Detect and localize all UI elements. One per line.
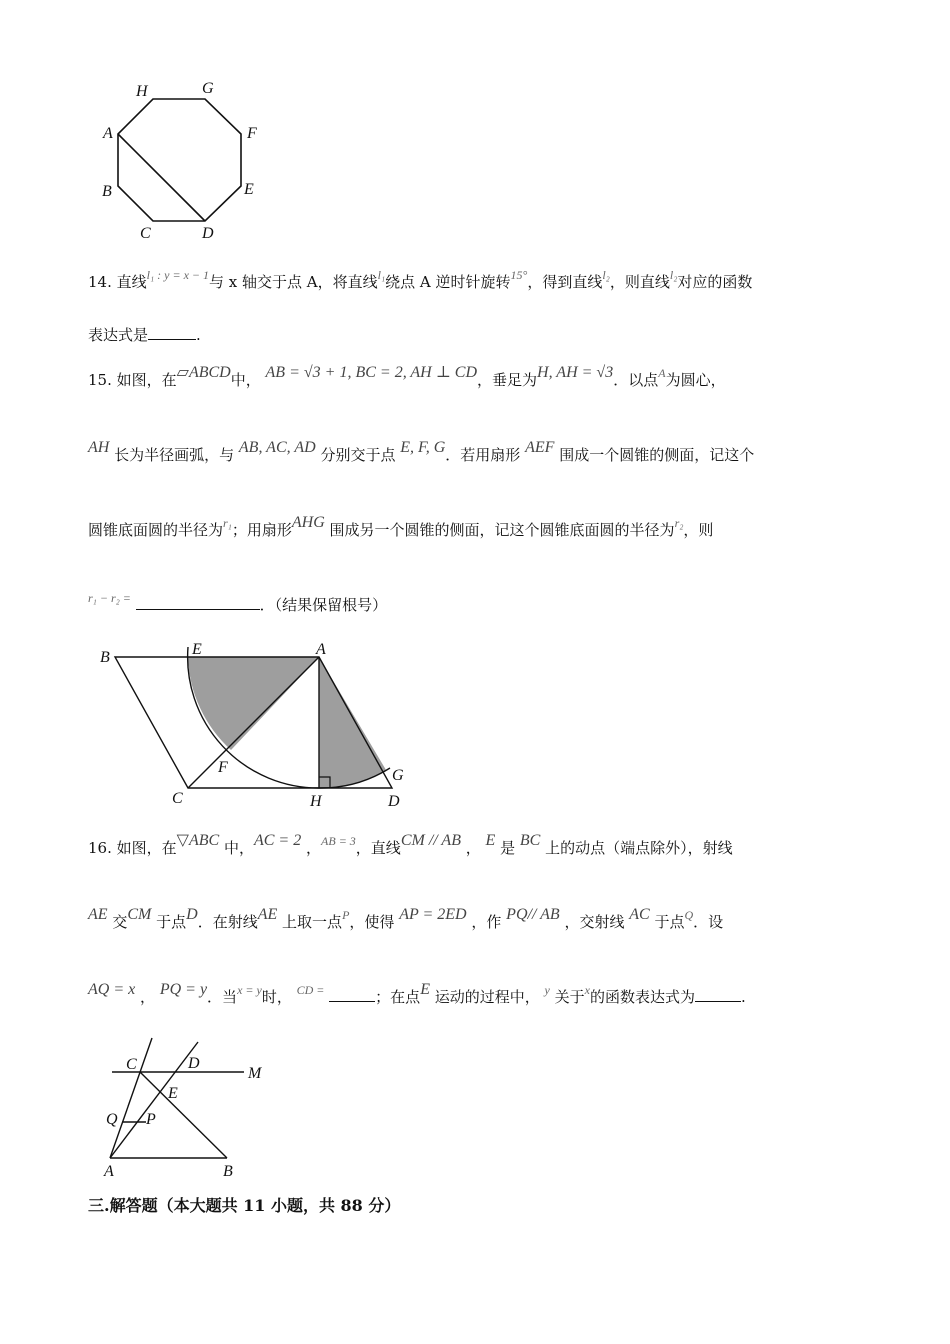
q15-text-5: 为圆心，: [665, 371, 726, 389]
triangle-label-c: C: [126, 1056, 137, 1073]
q15-l4-text: ．（结果保留根号）: [259, 596, 388, 614]
q16-l2-math-pq: PQ// AB: [506, 906, 560, 923]
q15-math-conditions: AB = √3 + 1, BC = 2, AH ⊥ CD: [265, 364, 478, 381]
q16-text-1: 如图，在: [116, 839, 177, 857]
q16-l2-text-1: 交: [112, 913, 128, 931]
q16-l3-math-pq: PQ = y: [159, 981, 208, 998]
q16-math-cm-parallel: CM // AB: [400, 832, 461, 849]
parallelogram-label-h: H: [310, 793, 322, 810]
q15-l2-text-1: 长为半径画弧，与: [114, 446, 235, 464]
q15-line-2: [88, 439, 755, 466]
q16-l2-text-4: 上取一点: [282, 913, 343, 931]
q14-text-3: 绕点 A 逆时针旋转: [385, 273, 511, 291]
q15-math-r1: r₁: [223, 516, 232, 530]
q16-math-e: E: [485, 832, 496, 849]
q16-l2-math-q: Q: [684, 908, 694, 922]
q14-math-l2: l₂: [602, 268, 610, 282]
q16-l3-text-4: ；在点: [375, 988, 421, 1006]
q16-l2-text-5: ，使得: [349, 913, 395, 931]
q16-l3-text-2: ．当: [207, 988, 238, 1006]
q16-l3-text-1: ，: [140, 988, 156, 1006]
q15-math-difference: r₁ − r₂ =: [88, 591, 131, 605]
q14-math-angle: 15°: [510, 268, 528, 282]
q16-l3-math-y: y: [544, 983, 550, 997]
q15-l2-text-3: ．若用扇形: [445, 446, 521, 464]
q15-math-parallelogram: ▱ABCD: [176, 364, 231, 381]
q15-math-a: A: [658, 366, 666, 380]
q16-text-4: ，直线: [355, 839, 401, 857]
q16-line-1: [88, 832, 733, 859]
q16-l3-math-e: E: [420, 981, 430, 998]
q14-number: 14.: [88, 273, 112, 291]
q15-text-3: ，垂足为: [477, 371, 538, 389]
section-3-heading: 三.解答题（本大题共 11 小题，共 88 分）: [88, 1196, 401, 1215]
q16-l2-text-7: ，交射线: [564, 913, 625, 931]
q16-l2-text-2: 于点: [156, 913, 187, 931]
octagon-label-h: H: [136, 83, 148, 100]
q15-math-aef: AEF: [525, 439, 555, 456]
q14-math-l2b: l₂: [669, 268, 678, 282]
q16-text-3: ，: [306, 839, 322, 857]
q14-text-4: ，得到直线: [527, 273, 603, 291]
q14-math-l1: l₁: [377, 268, 386, 282]
triangle-label-p: P: [146, 1111, 156, 1128]
parallelogram-label-f: F: [218, 759, 228, 776]
q16-l2-math-cm: CM: [127, 906, 152, 923]
q16-l2-math-ap: AP = 2ED: [399, 906, 467, 923]
q16-line-3: [88, 981, 746, 1008]
q16-l3-math-cd: CD =: [296, 983, 325, 997]
octagon-label-e: E: [244, 181, 254, 198]
q15-l2-text-2: 分别交于点: [320, 446, 396, 464]
parallelogram-label-a: A: [316, 641, 326, 658]
q16-l3-text-5: 运动的过程中，: [434, 988, 540, 1006]
q14-math-l1-eq: l₁ : y = x − 1: [146, 268, 210, 282]
q15-text-4: ．以点: [613, 371, 659, 389]
q14-text-5: ，则直线: [609, 273, 670, 291]
q16-math-bc: BC: [519, 832, 541, 849]
parallelogram-label-d: D: [388, 793, 400, 810]
q15-math-ahg: AHG: [291, 514, 325, 531]
q16-l2-text-3: ．在射线: [197, 913, 258, 931]
q16-l3-math-xy: x = y: [237, 983, 262, 997]
q16-text-7: 上的动点（端点除外），射线: [545, 839, 733, 857]
octagon-label-a: A: [103, 125, 113, 142]
q15-l3-text-2: ；用扇形: [231, 521, 292, 539]
q15-line-3: [88, 514, 714, 541]
q16-cd-answer-blank[interactable]: [329, 987, 375, 1002]
q15-math-h: H, AH = √3: [537, 364, 614, 381]
q16-l3-text-6: 关于: [554, 988, 585, 1006]
q16-l2-text-6: ，作: [471, 913, 502, 931]
triangle-label-b: B: [223, 1163, 233, 1180]
triangle-label-q: Q: [106, 1111, 118, 1128]
q14-text-2: 与 x 轴交于点 A，将直线: [209, 273, 378, 291]
q15-l3-text-4: ，则: [683, 521, 714, 539]
q16-l3-text-7: 的函数表达式为: [590, 988, 696, 1006]
q16-l3-math-aq: AQ = x: [88, 981, 136, 998]
octagon-label-b: B: [102, 183, 112, 200]
q14-text-6: 对应的函数: [677, 273, 753, 291]
q15-text-1: 如图，在: [116, 371, 177, 389]
q15-math-ah: AH: [88, 439, 110, 456]
parallelogram-label-c: C: [172, 790, 183, 807]
q14-line-1: [88, 268, 753, 293]
q16-l2-math-p: P: [342, 908, 350, 922]
q14-line2-text: 表达式是: [88, 326, 149, 344]
octagon-label-d: D: [202, 225, 214, 242]
parallelogram-figure: [90, 632, 420, 812]
q16-math-triangle: ▽ABC: [176, 832, 220, 849]
q15-math-r2: r₂: [674, 516, 684, 530]
q16-l2-math-ae2: AE: [257, 906, 278, 923]
q16-l3-text-3: 时，: [261, 988, 292, 1006]
q16-text-2: 中，: [223, 839, 254, 857]
q16-number: 16.: [88, 839, 112, 857]
parallelogram-label-e: E: [192, 641, 202, 658]
triangle-label-e: E: [168, 1085, 178, 1102]
octagon-label-g: G: [202, 80, 214, 97]
q16-l3-math-x: x: [584, 983, 590, 997]
q15-l3-text-3: 围成另一个圆锥的侧面，记这个圆锥底面圆的半径为: [329, 521, 675, 539]
q15-line-4: [88, 591, 388, 616]
q16-math-ac: AC = 2: [253, 832, 302, 849]
q16-l3-end: .: [741, 988, 746, 1006]
q15-answer-blank[interactable]: [136, 595, 260, 610]
parallelogram-label-b: B: [100, 649, 110, 666]
q15-l2-text-4: 围成一个圆锥的侧面，记这个: [559, 446, 755, 464]
octagon-label-c: C: [140, 225, 151, 242]
q16-math-ab: AB = 3: [321, 834, 356, 848]
q15-l3-text-1: 圆锥底面圆的半径为: [88, 521, 224, 539]
q16-l2-text-9: ．设: [693, 913, 724, 931]
q14-line-2: [88, 325, 201, 345]
q16-text-5: ，: [465, 839, 481, 857]
q15-text-2: 中，: [230, 371, 261, 389]
octagon-figure: [96, 76, 266, 246]
q14-text-1: 直线: [116, 273, 147, 291]
q15-number: 15.: [88, 371, 112, 389]
q15-math-efg: E, F, G: [400, 439, 446, 456]
q16-l2-math-d: D: [186, 906, 198, 923]
octagon-label-f: F: [247, 125, 257, 142]
q16-l2-text-8: 于点: [654, 913, 685, 931]
triangle-label-m: M: [248, 1065, 262, 1082]
triangle-label-a: A: [104, 1163, 114, 1180]
q14-answer-blank[interactable]: [148, 325, 196, 340]
q16-function-answer-blank[interactable]: [695, 987, 741, 1002]
parallelogram-label-g: G: [392, 767, 404, 784]
q16-text-6: 是: [500, 839, 516, 857]
triangle-label-d: D: [188, 1055, 200, 1072]
q14-line2-end: .: [196, 326, 201, 344]
q15-line-1: [88, 364, 726, 391]
q16-l2-math-ae: AE: [88, 906, 108, 923]
q16-line-2: [88, 906, 724, 933]
q16-l2-math-ac: AC: [629, 906, 650, 923]
triangle-figure: [92, 1030, 282, 1180]
q15-math-segments: AB, AC, AD: [238, 439, 316, 456]
